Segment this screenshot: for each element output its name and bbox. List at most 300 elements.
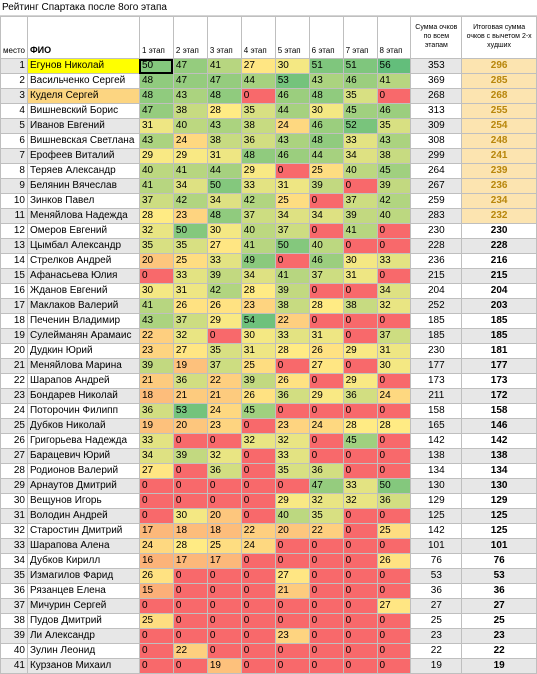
- stage-score-cell[interactable]: 44: [241, 74, 275, 89]
- sum-cell[interactable]: 23: [411, 629, 462, 644]
- stage-score-cell[interactable]: 27: [173, 344, 207, 359]
- stage-score-cell[interactable]: 24: [309, 419, 343, 434]
- header-stage-3[interactable]: 3 этап: [207, 17, 241, 59]
- place-cell[interactable]: 12: [1, 224, 28, 239]
- stage-score-cell[interactable]: 32: [377, 299, 411, 314]
- stage-score-cell[interactable]: 32: [139, 224, 173, 239]
- sum-cell[interactable]: 138: [411, 449, 462, 464]
- place-cell[interactable]: 19: [1, 329, 28, 344]
- place-cell[interactable]: 21: [1, 359, 28, 374]
- sum-cell[interactable]: 299: [411, 149, 462, 164]
- sum-cell[interactable]: 353: [411, 59, 462, 74]
- stage-score-cell[interactable]: 0: [343, 464, 377, 479]
- stage-score-cell[interactable]: 20: [207, 509, 241, 524]
- place-cell[interactable]: 23: [1, 389, 28, 404]
- place-cell[interactable]: 34: [1, 554, 28, 569]
- place-cell[interactable]: 7: [1, 149, 28, 164]
- stage-score-cell[interactable]: 31: [207, 149, 241, 164]
- name-cell[interactable]: Зулин Леонид: [27, 644, 139, 659]
- stage-score-cell[interactable]: 31: [139, 119, 173, 134]
- stage-score-cell[interactable]: 37: [139, 194, 173, 209]
- name-cell[interactable]: Шарапова Алена: [27, 539, 139, 554]
- sum-cell[interactable]: 36: [411, 584, 462, 599]
- name-cell[interactable]: Родионов Валерий: [27, 464, 139, 479]
- best-sum-cell[interactable]: 173: [462, 374, 537, 389]
- stage-score-cell[interactable]: 0: [377, 644, 411, 659]
- stage-score-cell[interactable]: 22: [275, 314, 309, 329]
- stage-score-cell[interactable]: 37: [343, 194, 377, 209]
- stage-score-cell[interactable]: 20: [275, 524, 309, 539]
- sum-cell[interactable]: 25: [411, 614, 462, 629]
- sum-cell[interactable]: 313: [411, 104, 462, 119]
- stage-score-cell[interactable]: 28: [241, 284, 275, 299]
- stage-score-cell[interactable]: 56: [377, 59, 411, 74]
- stage-score-cell[interactable]: 0: [377, 224, 411, 239]
- stage-score-cell[interactable]: 44: [275, 104, 309, 119]
- name-cell[interactable]: Меняйлова Надежда: [27, 209, 139, 224]
- stage-score-cell[interactable]: 37: [241, 209, 275, 224]
- stage-score-cell[interactable]: 21: [207, 389, 241, 404]
- stage-score-cell[interactable]: 35: [207, 344, 241, 359]
- stage-score-cell[interactable]: 28: [275, 344, 309, 359]
- stage-score-cell[interactable]: 0: [275, 404, 309, 419]
- stage-score-cell[interactable]: 48: [139, 89, 173, 104]
- best-sum-cell[interactable]: 185: [462, 329, 537, 344]
- stage-score-cell[interactable]: 29: [343, 374, 377, 389]
- stage-score-cell[interactable]: 0: [139, 269, 173, 284]
- stage-score-cell[interactable]: 22: [241, 524, 275, 539]
- stage-score-cell[interactable]: 26: [275, 374, 309, 389]
- stage-score-cell[interactable]: 0: [309, 374, 343, 389]
- stage-score-cell[interactable]: 39: [275, 284, 309, 299]
- stage-score-cell[interactable]: 48: [309, 89, 343, 104]
- stage-score-cell[interactable]: 0: [309, 554, 343, 569]
- stage-score-cell[interactable]: 0: [343, 629, 377, 644]
- stage-score-cell[interactable]: 18: [139, 389, 173, 404]
- stage-score-cell[interactable]: 0: [377, 269, 411, 284]
- place-cell[interactable]: 38: [1, 614, 28, 629]
- stage-score-cell[interactable]: 31: [241, 344, 275, 359]
- stage-score-cell[interactable]: 0: [241, 494, 275, 509]
- stage-score-cell[interactable]: 40: [173, 119, 207, 134]
- place-cell[interactable]: 30: [1, 494, 28, 509]
- place-cell[interactable]: 33: [1, 539, 28, 554]
- stage-score-cell[interactable]: 0: [241, 419, 275, 434]
- stage-score-cell[interactable]: 22: [173, 644, 207, 659]
- stage-score-cell[interactable]: 31: [343, 269, 377, 284]
- stage-score-cell[interactable]: 22: [207, 374, 241, 389]
- stage-score-cell[interactable]: 33: [173, 269, 207, 284]
- stage-score-cell[interactable]: 47: [173, 74, 207, 89]
- stage-score-cell[interactable]: 25: [241, 359, 275, 374]
- stage-score-cell[interactable]: 30: [173, 509, 207, 524]
- stage-score-cell[interactable]: 0: [173, 434, 207, 449]
- stage-score-cell[interactable]: 0: [173, 494, 207, 509]
- stage-score-cell[interactable]: 26: [377, 554, 411, 569]
- stage-score-cell[interactable]: 41: [139, 299, 173, 314]
- place-cell[interactable]: 10: [1, 194, 28, 209]
- stage-score-cell[interactable]: 40: [377, 209, 411, 224]
- stage-score-cell[interactable]: 23: [275, 419, 309, 434]
- place-cell[interactable]: 5: [1, 119, 28, 134]
- stage-score-cell[interactable]: 44: [309, 149, 343, 164]
- stage-score-cell[interactable]: 53: [173, 404, 207, 419]
- stage-score-cell[interactable]: 48: [207, 89, 241, 104]
- stage-score-cell[interactable]: 30: [241, 329, 275, 344]
- stage-score-cell[interactable]: 50: [207, 179, 241, 194]
- stage-score-cell[interactable]: 0: [309, 539, 343, 554]
- stage-score-cell[interactable]: 0: [309, 614, 343, 629]
- stage-score-cell[interactable]: 47: [207, 74, 241, 89]
- stage-score-cell[interactable]: 0: [343, 404, 377, 419]
- stage-score-cell[interactable]: 33: [207, 254, 241, 269]
- stage-score-cell[interactable]: 30: [343, 254, 377, 269]
- stage-score-cell[interactable]: 0: [343, 599, 377, 614]
- place-cell[interactable]: 39: [1, 629, 28, 644]
- best-sum-cell[interactable]: 101: [462, 539, 537, 554]
- stage-score-cell[interactable]: 29: [309, 389, 343, 404]
- best-sum-cell[interactable]: 125: [462, 509, 537, 524]
- sum-cell[interactable]: 129: [411, 494, 462, 509]
- best-sum-cell[interactable]: 228: [462, 239, 537, 254]
- stage-score-cell[interactable]: 0: [207, 584, 241, 599]
- best-sum-cell[interactable]: 129: [462, 494, 537, 509]
- stage-score-cell[interactable]: 31: [309, 329, 343, 344]
- stage-score-cell[interactable]: 0: [343, 314, 377, 329]
- header-sum[interactable]: Сумма очков по всем этапам: [411, 17, 462, 59]
- stage-score-cell[interactable]: 39: [309, 179, 343, 194]
- stage-score-cell[interactable]: 0: [241, 464, 275, 479]
- stage-score-cell[interactable]: 0: [241, 554, 275, 569]
- stage-score-cell[interactable]: 0: [377, 239, 411, 254]
- stage-score-cell[interactable]: 50: [173, 224, 207, 239]
- best-sum-cell[interactable]: 53: [462, 569, 537, 584]
- stage-score-cell[interactable]: 39: [377, 179, 411, 194]
- stage-score-cell[interactable]: 31: [173, 284, 207, 299]
- stage-score-cell[interactable]: 0: [139, 599, 173, 614]
- stage-score-cell[interactable]: 43: [309, 74, 343, 89]
- stage-score-cell[interactable]: 26: [309, 344, 343, 359]
- place-cell[interactable]: 8: [1, 164, 28, 179]
- stage-score-cell[interactable]: 28: [207, 104, 241, 119]
- name-cell[interactable]: Мичурин Сергей: [27, 599, 139, 614]
- stage-score-cell[interactable]: 29: [241, 164, 275, 179]
- name-cell[interactable]: Старостин Дмитрий: [27, 524, 139, 539]
- stage-score-cell[interactable]: 35: [275, 464, 309, 479]
- stage-score-cell[interactable]: 0: [343, 179, 377, 194]
- name-cell[interactable]: Григорьева Надежда: [27, 434, 139, 449]
- sum-cell[interactable]: 230: [411, 344, 462, 359]
- place-cell[interactable]: 1: [1, 59, 28, 74]
- stage-score-cell[interactable]: 0: [173, 659, 207, 674]
- stage-score-cell[interactable]: 30: [309, 104, 343, 119]
- stage-score-cell[interactable]: 0: [309, 599, 343, 614]
- place-cell[interactable]: 36: [1, 584, 28, 599]
- stage-score-cell[interactable]: 0: [241, 659, 275, 674]
- stage-score-cell[interactable]: 0: [275, 539, 309, 554]
- stage-score-cell[interactable]: 0: [309, 224, 343, 239]
- stage-score-cell[interactable]: 41: [343, 224, 377, 239]
- stage-score-cell[interactable]: 39: [207, 269, 241, 284]
- stage-score-cell[interactable]: 38: [275, 299, 309, 314]
- stage-score-cell[interactable]: 0: [275, 614, 309, 629]
- name-cell[interactable]: Стрелков Андрей: [27, 254, 139, 269]
- stage-score-cell[interactable]: 39: [173, 449, 207, 464]
- stage-score-cell[interactable]: 29: [139, 149, 173, 164]
- sum-cell[interactable]: 53: [411, 569, 462, 584]
- stage-score-cell[interactable]: 0: [139, 644, 173, 659]
- stage-score-cell[interactable]: 38: [173, 104, 207, 119]
- stage-score-cell[interactable]: 0: [139, 494, 173, 509]
- best-sum-cell[interactable]: 172: [462, 389, 537, 404]
- place-cell[interactable]: 41: [1, 659, 28, 674]
- stage-score-cell[interactable]: 51: [309, 59, 343, 74]
- stage-score-cell[interactable]: 46: [377, 104, 411, 119]
- stage-score-cell[interactable]: 33: [139, 434, 173, 449]
- stage-score-cell[interactable]: 25: [275, 194, 309, 209]
- stage-score-cell[interactable]: 0: [173, 584, 207, 599]
- best-sum-cell[interactable]: 76: [462, 554, 537, 569]
- place-cell[interactable]: 6: [1, 134, 28, 149]
- stage-score-cell[interactable]: 0: [207, 329, 241, 344]
- stage-score-cell[interactable]: 0: [343, 359, 377, 374]
- name-cell[interactable]: Белянин Вячеслав: [27, 179, 139, 194]
- place-cell[interactable]: 40: [1, 644, 28, 659]
- name-cell[interactable]: Зинков Павел: [27, 194, 139, 209]
- stage-score-cell[interactable]: 17: [207, 554, 241, 569]
- stage-score-cell[interactable]: 0: [275, 164, 309, 179]
- stage-score-cell[interactable]: 36: [309, 464, 343, 479]
- stage-score-cell[interactable]: 35: [343, 89, 377, 104]
- stage-score-cell[interactable]: 50: [275, 239, 309, 254]
- stage-score-cell[interactable]: 48: [139, 74, 173, 89]
- sum-cell[interactable]: 252: [411, 299, 462, 314]
- stage-score-cell[interactable]: 36: [207, 464, 241, 479]
- stage-score-cell[interactable]: 28: [309, 299, 343, 314]
- stage-score-cell[interactable]: 35: [377, 119, 411, 134]
- name-cell[interactable]: Пудов Дмитрий: [27, 614, 139, 629]
- stage-score-cell[interactable]: 0: [377, 464, 411, 479]
- stage-score-cell[interactable]: 48: [241, 149, 275, 164]
- sum-cell[interactable]: 204: [411, 284, 462, 299]
- stage-score-cell[interactable]: 48: [207, 209, 241, 224]
- stage-score-cell[interactable]: 30: [207, 224, 241, 239]
- best-sum-cell[interactable]: 185: [462, 314, 537, 329]
- stage-score-cell[interactable]: 0: [207, 644, 241, 659]
- place-cell[interactable]: 3: [1, 89, 28, 104]
- stage-score-cell[interactable]: 20: [139, 254, 173, 269]
- sum-cell[interactable]: 259: [411, 194, 462, 209]
- place-cell[interactable]: 16: [1, 284, 28, 299]
- stage-score-cell[interactable]: 33: [241, 179, 275, 194]
- stage-score-cell[interactable]: 42: [207, 284, 241, 299]
- stage-score-cell[interactable]: 27: [275, 569, 309, 584]
- stage-score-cell[interactable]: 0: [173, 614, 207, 629]
- stage-score-cell[interactable]: 0: [343, 509, 377, 524]
- stage-score-cell[interactable]: 0: [377, 629, 411, 644]
- stage-score-cell[interactable]: 0: [343, 569, 377, 584]
- best-sum-cell[interactable]: 134: [462, 464, 537, 479]
- header-stage-5[interactable]: 5 этап: [275, 17, 309, 59]
- stage-score-cell[interactable]: 20: [173, 419, 207, 434]
- sum-cell[interactable]: 101: [411, 539, 462, 554]
- stage-score-cell[interactable]: 0: [309, 449, 343, 464]
- stage-score-cell[interactable]: 26: [207, 299, 241, 314]
- stage-score-cell[interactable]: 0: [377, 449, 411, 464]
- header-place[interactable]: место: [1, 17, 28, 59]
- stage-score-cell[interactable]: 34: [309, 209, 343, 224]
- stage-score-cell[interactable]: 0: [343, 659, 377, 674]
- stage-score-cell[interactable]: 40: [309, 239, 343, 254]
- stage-score-cell[interactable]: 0: [173, 464, 207, 479]
- stage-score-cell[interactable]: 23: [207, 419, 241, 434]
- stage-score-cell[interactable]: 37: [309, 269, 343, 284]
- stage-score-cell[interactable]: 0: [377, 539, 411, 554]
- stage-score-cell[interactable]: 0: [241, 644, 275, 659]
- best-sum-cell[interactable]: 241: [462, 149, 537, 164]
- stage-score-cell[interactable]: 41: [241, 239, 275, 254]
- header-stage-7[interactable]: 7 этап: [343, 17, 377, 59]
- header-name[interactable]: ФИО: [27, 17, 139, 59]
- place-cell[interactable]: 29: [1, 479, 28, 494]
- stage-score-cell[interactable]: 24: [173, 134, 207, 149]
- sum-cell[interactable]: 125: [411, 509, 462, 524]
- best-sum-cell[interactable]: 27: [462, 599, 537, 614]
- stage-score-cell[interactable]: 32: [173, 329, 207, 344]
- stage-score-cell[interactable]: 0: [377, 569, 411, 584]
- name-cell[interactable]: Арнаутов Дмитрий: [27, 479, 139, 494]
- stage-score-cell[interactable]: 30: [139, 284, 173, 299]
- name-cell[interactable]: Рязанцев Елена: [27, 584, 139, 599]
- name-cell[interactable]: Вишневская Светлана: [27, 134, 139, 149]
- place-cell[interactable]: 37: [1, 599, 28, 614]
- stage-score-cell[interactable]: 30: [275, 59, 309, 74]
- stage-score-cell[interactable]: 0: [377, 374, 411, 389]
- best-sum-cell[interactable]: 138: [462, 449, 537, 464]
- best-sum-cell[interactable]: 130: [462, 479, 537, 494]
- stage-score-cell[interactable]: 24: [139, 539, 173, 554]
- best-sum-cell[interactable]: 248: [462, 134, 537, 149]
- name-cell[interactable]: Ерофеев Виталий: [27, 149, 139, 164]
- stage-score-cell[interactable]: 0: [241, 614, 275, 629]
- stage-score-cell[interactable]: 42: [173, 194, 207, 209]
- stage-score-cell[interactable]: 34: [173, 179, 207, 194]
- best-sum-cell[interactable]: 255: [462, 104, 537, 119]
- stage-score-cell[interactable]: 54: [241, 314, 275, 329]
- best-sum-cell[interactable]: 285: [462, 74, 537, 89]
- stage-score-cell[interactable]: 0: [207, 434, 241, 449]
- stage-score-cell[interactable]: 0: [275, 599, 309, 614]
- name-cell[interactable]: Бондарев Николай: [27, 389, 139, 404]
- place-cell[interactable]: 15: [1, 269, 28, 284]
- best-sum-cell[interactable]: 181: [462, 344, 537, 359]
- place-cell[interactable]: 18: [1, 314, 28, 329]
- stage-score-cell[interactable]: 23: [241, 299, 275, 314]
- best-sum-cell[interactable]: 236: [462, 179, 537, 194]
- stage-score-cell[interactable]: 0: [139, 479, 173, 494]
- stage-score-cell[interactable]: 0: [309, 404, 343, 419]
- stage-score-cell[interactable]: 0: [241, 584, 275, 599]
- stage-score-cell[interactable]: 22: [139, 329, 173, 344]
- stage-score-cell[interactable]: 26: [241, 389, 275, 404]
- best-sum-cell[interactable]: 23: [462, 629, 537, 644]
- stage-score-cell[interactable]: 43: [173, 89, 207, 104]
- stage-score-cell[interactable]: 28: [173, 539, 207, 554]
- sum-cell[interactable]: 268: [411, 89, 462, 104]
- stage-score-cell[interactable]: 41: [139, 179, 173, 194]
- stage-score-cell[interactable]: 38: [241, 119, 275, 134]
- stage-score-cell[interactable]: 44: [207, 164, 241, 179]
- name-cell[interactable]: Афанасьева Юлия: [27, 269, 139, 284]
- name-cell[interactable]: Егунов Николай: [27, 59, 139, 74]
- best-sum-cell[interactable]: 230: [462, 224, 537, 239]
- stage-score-cell[interactable]: 0: [343, 554, 377, 569]
- stage-score-cell[interactable]: 43: [377, 134, 411, 149]
- stage-score-cell[interactable]: 47: [139, 104, 173, 119]
- stage-score-cell[interactable]: 0: [343, 644, 377, 659]
- stage-score-cell[interactable]: 29: [275, 494, 309, 509]
- stage-score-cell[interactable]: 0: [275, 254, 309, 269]
- stage-score-cell[interactable]: 29: [173, 149, 207, 164]
- stage-score-cell[interactable]: 0: [241, 509, 275, 524]
- stage-score-cell[interactable]: 46: [309, 119, 343, 134]
- stage-score-cell[interactable]: 0: [309, 434, 343, 449]
- stage-score-cell[interactable]: 0: [241, 89, 275, 104]
- stage-score-cell[interactable]: 45: [343, 104, 377, 119]
- stage-score-cell[interactable]: 34: [241, 269, 275, 284]
- stage-score-cell[interactable]: 41: [173, 164, 207, 179]
- stage-score-cell[interactable]: 43: [139, 134, 173, 149]
- stage-score-cell[interactable]: 32: [207, 449, 241, 464]
- stage-score-cell[interactable]: 37: [275, 224, 309, 239]
- stage-score-cell[interactable]: 0: [173, 569, 207, 584]
- stage-score-cell[interactable]: 27: [377, 599, 411, 614]
- stage-score-cell[interactable]: 50: [139, 59, 173, 74]
- stage-score-cell[interactable]: 37: [377, 329, 411, 344]
- stage-score-cell[interactable]: 0: [241, 629, 275, 644]
- stage-score-cell[interactable]: 36: [275, 389, 309, 404]
- best-sum-cell[interactable]: 232: [462, 209, 537, 224]
- sum-cell[interactable]: 19: [411, 659, 462, 674]
- stage-score-cell[interactable]: 35: [309, 509, 343, 524]
- sum-cell[interactable]: 369: [411, 74, 462, 89]
- place-cell[interactable]: 17: [1, 299, 28, 314]
- best-sum-cell[interactable]: 146: [462, 419, 537, 434]
- best-sum-cell[interactable]: 296: [462, 59, 537, 74]
- stage-score-cell[interactable]: 23: [173, 209, 207, 224]
- name-cell[interactable]: Васильченко Сергей: [27, 74, 139, 89]
- stage-score-cell[interactable]: 17: [173, 554, 207, 569]
- best-sum-cell[interactable]: 203: [462, 299, 537, 314]
- name-cell[interactable]: Печенин Владимир: [27, 314, 139, 329]
- sum-cell[interactable]: 215: [411, 269, 462, 284]
- name-cell[interactable]: Меняйлова Марина: [27, 359, 139, 374]
- stage-score-cell[interactable]: 0: [343, 284, 377, 299]
- place-cell[interactable]: 9: [1, 179, 28, 194]
- stage-score-cell[interactable]: 0: [377, 614, 411, 629]
- stage-score-cell[interactable]: 33: [343, 479, 377, 494]
- place-cell[interactable]: 20: [1, 344, 28, 359]
- header-best[interactable]: Итоговая сумма очков с вычетом 2-х худших: [462, 17, 537, 59]
- sum-cell[interactable]: 142: [411, 434, 462, 449]
- stage-score-cell[interactable]: 43: [207, 119, 241, 134]
- best-sum-cell[interactable]: 268: [462, 89, 537, 104]
- stage-score-cell[interactable]: 45: [343, 434, 377, 449]
- header-stage-1[interactable]: 1 этап: [139, 17, 173, 59]
- header-stage-6[interactable]: 6 этап: [309, 17, 343, 59]
- stage-score-cell[interactable]: 36: [377, 494, 411, 509]
- name-cell[interactable]: Дубков Кирилл: [27, 554, 139, 569]
